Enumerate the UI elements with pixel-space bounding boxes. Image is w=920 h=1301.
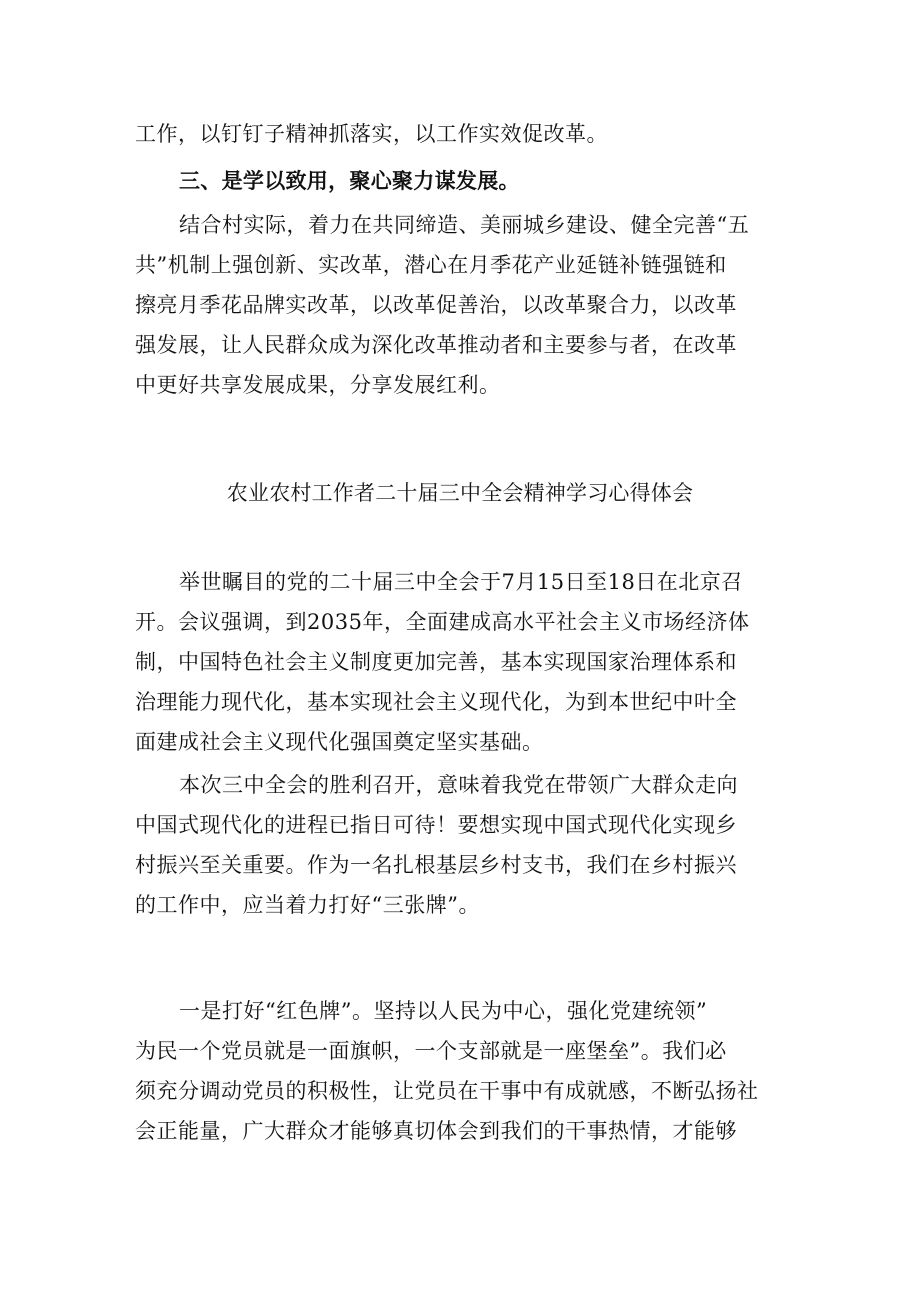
text-line: 开。会议强调，到2035年，全面建成高水平社会主义市场经济体 bbox=[135, 610, 750, 634]
section3-heading: 三、是学以致用，聚心聚力谋发展。 bbox=[179, 169, 520, 193]
text-line: 擦亮月季花品牌实改革，以改革促善治，以改革聚合力，以改革 bbox=[135, 293, 737, 317]
text-line: 须充分调动党员的积极性，让党员在干事中有成就感，不断弘扬社 bbox=[135, 1079, 759, 1103]
text-line: 一是打好“红色牌”。坚持以人民为中心，强化党建统领” bbox=[179, 999, 708, 1023]
intro-tail-paragraph bbox=[135, 114, 790, 154]
text-line: 共”机制上强创新、实改革，潜心在月季花产业延链补链强链和 bbox=[135, 253, 727, 277]
text-line: 村振兴至关重要。作为一名扎根基层乡村支书，我们在乡村振兴 bbox=[135, 853, 737, 877]
text-line: 会正能量，广大群众才能够真切体会到我们的干事热情，才能够 bbox=[135, 1119, 737, 1143]
article-title: 农业农村工作者二十届三中全会精神学习心得体会 bbox=[226, 481, 694, 505]
text-line: 为民一个党员就是一面旗帜，一个支部就是一座堡垒”。我们必 bbox=[135, 1039, 727, 1063]
text-line: 治理能力现代化，基本实现社会主义现代化，为到本世纪中叶全 bbox=[135, 690, 737, 714]
text-line: 举世瞩目的党的二十届三中全会于7月15日至18日在北京召 bbox=[179, 570, 743, 594]
paragraph-1 bbox=[135, 562, 790, 762]
text-line: 制，中国特色社会主义制度更加完善，基本实现国家治理体系和 bbox=[135, 650, 737, 674]
text-line: 工作，以钉钉子精神抓落实，以工作实效促改革。 bbox=[135, 122, 608, 146]
text-line: 中国式现代化的进程已指日可待！要想实现中国式现代化实现乡 bbox=[135, 813, 737, 837]
text-line: 本次三中全会的胜利召开，意味着我党在带领广大群众走向 bbox=[179, 773, 738, 797]
text-line: 结合村实际，着力在共同缔造、美丽城乡建设、健全完善“五 bbox=[179, 213, 750, 237]
section3-paragraph bbox=[135, 205, 790, 405]
paragraph-3 bbox=[135, 991, 790, 1151]
text-line: 面建成社会主义现代化强国奠定坚实基础。 bbox=[135, 730, 544, 754]
paragraph-2 bbox=[135, 765, 790, 925]
text-line: 强发展，让人民群众成为深化改革推动者和主要参与者，在改革 bbox=[135, 333, 737, 357]
text-line: 的工作中，应当着力打好“三张牌”。 bbox=[135, 893, 480, 917]
text-line: 中更好共享发展成果，分享发展红利。 bbox=[135, 373, 501, 397]
